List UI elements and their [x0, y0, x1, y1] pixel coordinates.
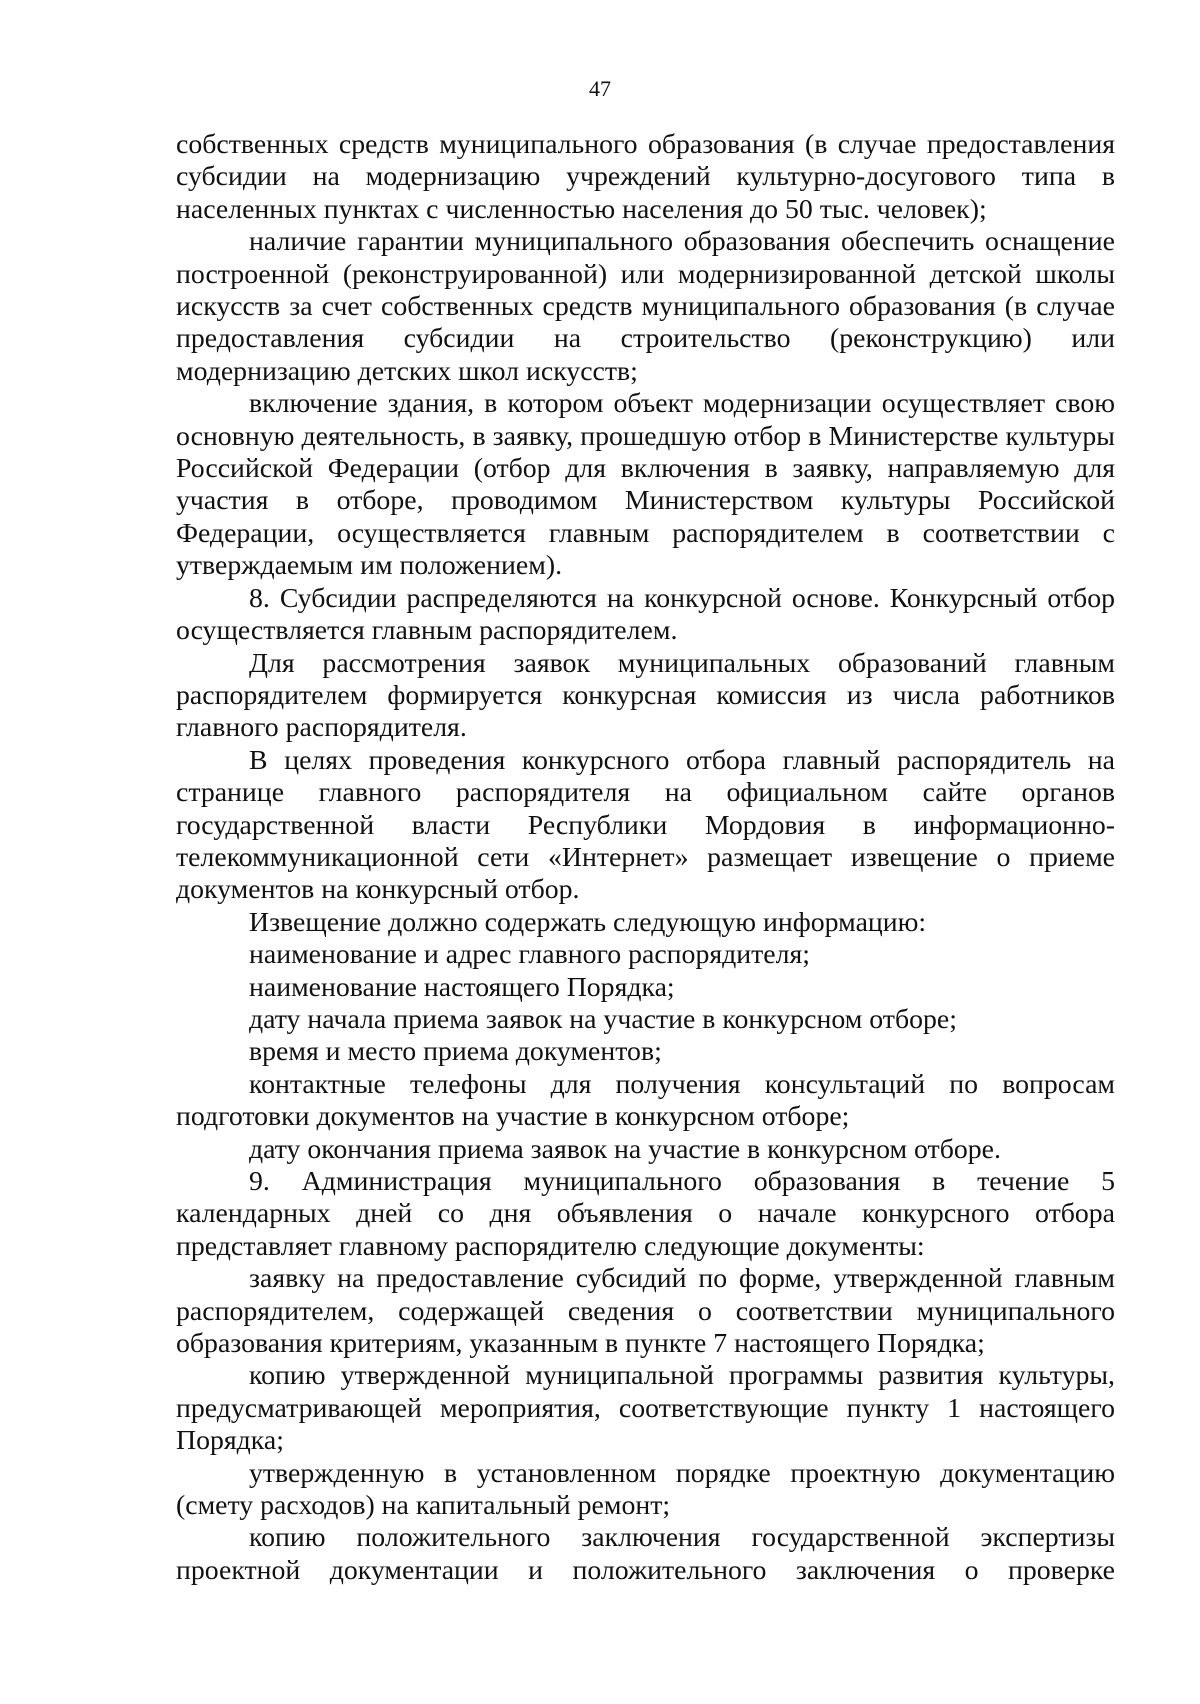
paragraph: дату окончания приема заявок на участие в конкурсном отборе.: [249, 1133, 1001, 1165]
paragraph: В целях проведения конкурсного отбора главный распорядитель на странице главного распорядителя на официальном сайте органов государственной власти Республики Мордовия в информационно-телекоммуникационной сети «Интернет» размещает извещение о приеме документов на конкурсный отбор.: [176, 744, 1115, 906]
paragraph: контактные телефоны для получения консультаций по вопросам подготовки документов на участие в конкурсном отборе;: [176, 1068, 1115, 1133]
paragraph: утвержденную в установленном порядке проектную документацию (смету расходов) на капитальный ремонт;: [176, 1457, 1115, 1522]
paragraph: заявку на предоставление субсидий по форме, утвержденной главным распорядителем, содержащей сведения о соответствии муниципального образования критериям, указанным в пункте 7 настоящего Порядка;: [176, 1263, 1115, 1360]
paragraph: Извещение должно содержать следующую информацию:: [249, 906, 927, 938]
paragraph: 9. Администрация муниципального образования в течение 5 календарных дней со дня объявления о начале конкурсного отбора представляет главному распорядителю следующие документы:: [176, 1166, 1115, 1262]
paragraph: время и место приема документов;: [249, 1036, 662, 1068]
paragraph: дату начала приема заявок на участие в конкурсном отборе;: [249, 1003, 957, 1035]
paragraph: Для рассмотрения заявок муниципальных образований главным распорядителем формируется конкурсная комиссия из числа работников главного распорядителя.: [176, 647, 1115, 744]
document-body: [176, 129, 1115, 1587]
paragraph: собственных средств муниципального образования (в случае предоставления субсидии на модернизацию учреждений культурно-досугового типа в населенных пунктах с численностью населения до 50 тыс. человек);: [176, 129, 1115, 225]
paragraph: 8. Субсидии распределяются на конкурсной основе. Конкурсный отбор осуществляется главным распорядителем.: [176, 582, 1115, 647]
paragraph: копию положительного заключения государственной экспертизы проектной документации и положительного заключения о проверке: [176, 1522, 1115, 1586]
paragraph: наличие гарантии муниципального образования обеспечить оснащение построенной (реконструированной) или модернизированной детской школы искусств за счет собственных средств муниципального образования (в случае предоставления субсидии на строительство (реконструкцию) или модернизацию детских школ искусств;: [176, 226, 1115, 387]
paragraph: включение здания, в котором объект модернизации осуществляет свою основную деятельность, в заявку, прошедшую отбор в Министерстве культуры Российской Федерации (отбор для включения в заявку, направляемую для участия в отборе, проводимом Министерством культуры Российской Федерации, осуществляется главным распорядителем в соответствии с утверждаемым им положением).: [176, 388, 1115, 582]
page-number: 47: [589, 76, 611, 101]
paragraph: наименование и адрес главного распорядителя;: [249, 939, 811, 971]
paragraph: копию утвержденной муниципальной программы развития культуры, предусматривающей мероприятия, соответствующие пункту 1 настоящего Порядка;: [176, 1360, 1115, 1457]
paragraph: наименование настоящего Порядка;: [249, 971, 675, 1003]
